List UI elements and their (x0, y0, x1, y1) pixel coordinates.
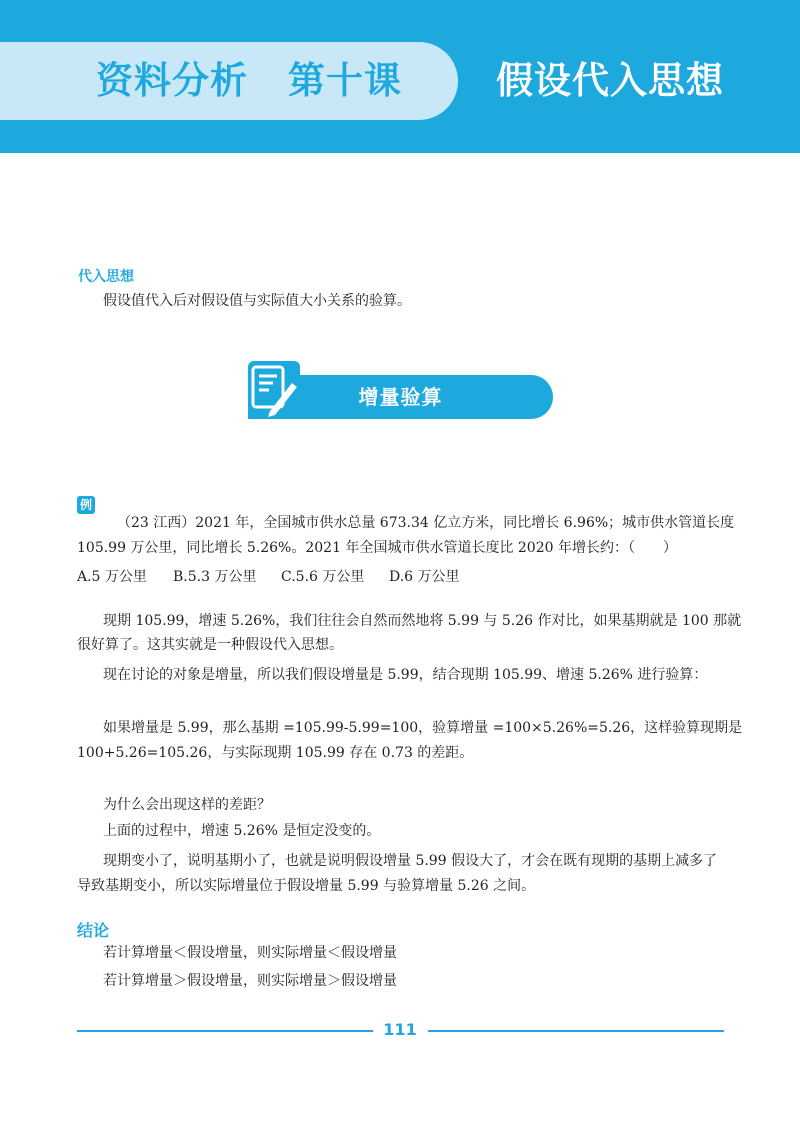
analysis-paragraph-2: 现在讨论的对象是增量，所以我们假设增量是 5.99，结合现期 105.99、增速 5.26% 进行验算： (103, 667, 708, 683)
section-banner (248, 361, 553, 419)
lesson-number: 第十课 (288, 59, 402, 102)
question-line-1: （23 江西）2021 年，全国城市供水总量 673.34 亿立方米，同比增长 6.96%；城市供水管道长度 (117, 515, 735, 531)
subject-title: 资料分析 (96, 59, 248, 102)
question-line-2: 105.99 万公里，同比增长 5.26%。2021 年全国城市供水管道长度比 2020 年增长约：（ ） (77, 540, 677, 556)
option-b: B.5.3 万公里 (173, 569, 257, 585)
option-c: C.5.6 万公里 (281, 569, 365, 585)
banner-label: 增量验算 (358, 385, 443, 409)
analysis-paragraph-1-line-1: 现期 105.99，增速 5.26%，我们往往会自然而然地将 5.99 与 5.26 作对比，如果基期就是 100 那就 (103, 613, 742, 629)
footer-rule-right (428, 1030, 724, 1032)
analysis-paragraph-5: 上面的过程中，增速 5.26% 是恒定没变的。 (103, 823, 381, 839)
page-number: 111 (383, 1020, 417, 1039)
conclusion-heading: 结论 (77, 921, 110, 940)
option-d: D.6 万公里 (389, 569, 460, 585)
example-badge: 例 (77, 496, 95, 514)
analysis-paragraph-1-line-2: 很好算了。这其实就是一种假设代入思想。 (77, 637, 343, 653)
chapter-header-band (0, 0, 800, 153)
footer-rule-left (77, 1030, 373, 1032)
definition-text: 假设值代入后对假设值与实际值大小关系的验算。 (103, 293, 411, 309)
conclusion-rule-2: 若计算增量＞假设增量，则实际增量＞假设增量 (103, 973, 397, 989)
analysis-paragraph-6-line-2: 导致基期变小，所以实际增量位于假设增量 5.99 与验算增量 5.26 之间。 (77, 878, 536, 894)
option-a: A.5 万公里 (77, 569, 147, 585)
answer-options (77, 566, 460, 586)
analysis-paragraph-6-line-1: 现期变小了，说明基期小了，也就是说明假设增量 5.99 假设大了，才会在既有现期的基期上减多了 (103, 853, 718, 869)
topic-title: 假设代入思想 (496, 59, 724, 102)
conclusion-rule-1: 若计算增量＜假设增量，则实际增量＜假设增量 (103, 945, 397, 961)
chapter-title (96, 50, 402, 104)
analysis-paragraph-3-line-2: 100+5.26=105.26，与实际现期 105.99 存在 0.73 的差距。 (77, 745, 474, 761)
analysis-question: 为什么会出现这样的差距？ (103, 797, 271, 813)
section-heading-substitution: 代入思想 (78, 269, 134, 285)
analysis-paragraph-3-line-1: 如果增量是 5.99，那么基期 =105.99-5.99=100，验算增量 =100×5.26%=5.26，这样验算现期是 (103, 720, 743, 736)
